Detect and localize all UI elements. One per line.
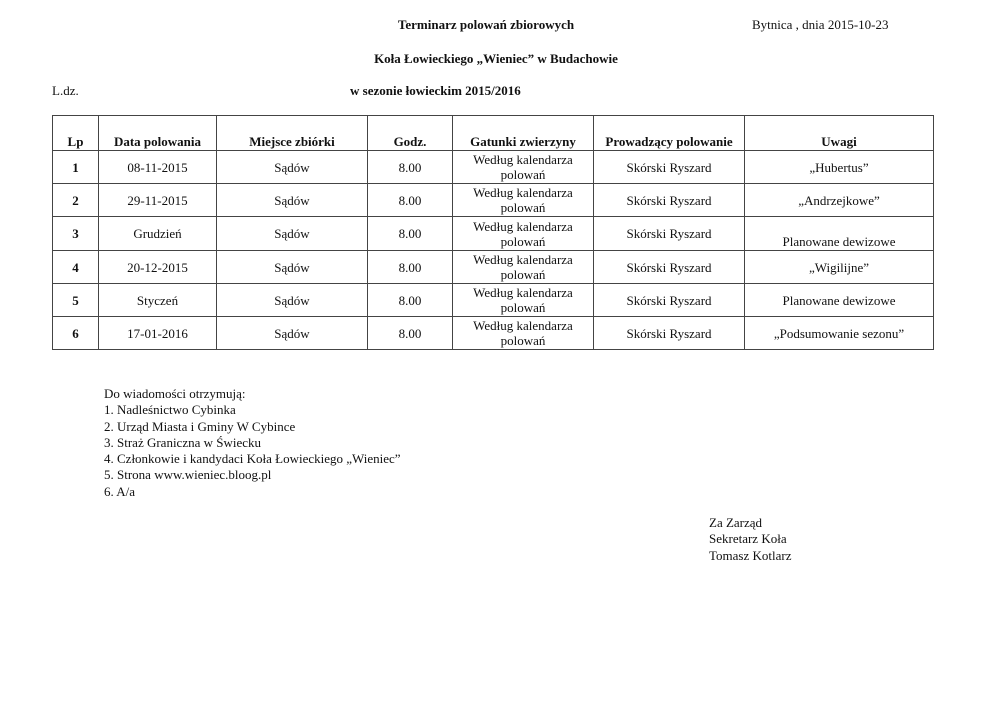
signature-line: Sekretarz Koła [709,531,787,547]
cell-place: Sądów [217,151,368,184]
cell-notes: „Andrzejkowe” [745,184,934,217]
header-place: Miejsce zbiórki [217,116,368,151]
header-lp: Lp [53,116,99,151]
cell-place: Sądów [217,184,368,217]
table-row [53,317,934,350]
cell-lp: 4 [53,251,99,284]
recipient-item: 4. Członkowie i kandydaci Koła Łowieckiego „Wieniec” [104,451,401,467]
cell-hour: 8.00 [368,151,453,184]
cell-notes: „Podsumowanie sezonu” [745,317,934,350]
cell-leader: Skórski Ryszard [594,151,745,184]
cell-date: 08-11-2015 [99,151,217,184]
recipients-list [104,386,401,500]
cell-species: Według kalendarza polowań [453,284,594,317]
cell-species: Według kalendarza polowań [453,184,594,217]
cell-leader: Skórski Ryszard [594,184,745,217]
cell-place: Sądów [217,217,368,251]
cell-date: 20-12-2015 [99,251,217,284]
cell-hour: 8.00 [368,284,453,317]
header-hour: Godz. [368,116,453,151]
cell-date: Grudzień [99,217,217,251]
table-row [53,217,934,251]
signature-block [709,515,791,564]
cell-notes: „Wigilijne” [745,251,934,284]
cell-species: Według kalendarza polowań [453,251,594,284]
cell-hour: 8.00 [368,317,453,350]
header-notes: Uwagi [745,116,934,151]
recipient-item: 3. Straż Graniczna w Świecku [104,434,262,450]
table-row [53,284,934,317]
cell-notes: Planowane dewizowe [745,217,934,251]
header-species: Gatunki zwierzyny [453,116,594,151]
cell-hour: 8.00 [368,184,453,217]
cell-lp: 1 [53,151,99,184]
recipient-item: 1. Nadleśnictwo Cybinka [104,402,236,418]
cell-hour: 8.00 [368,217,453,251]
recipient-item: 2. Urząd Miasta i Gminy W Cybince [104,418,296,434]
recipient-item: 5. Strona www.wieniec.bloog.pl [104,467,272,483]
cell-lp: 6 [53,317,99,350]
place-date: Bytnica , dnia 2015-10-23 [752,17,889,32]
cell-species: Według kalendarza polowań [453,151,594,184]
table-row [53,251,934,284]
cell-species: Według kalendarza polowań [453,317,594,350]
hunt-schedule-table [52,115,934,350]
season-label: w sezonie łowieckim 2015/2016 [350,83,521,98]
cell-date: 29-11-2015 [99,184,217,217]
signature-name: Tomasz Kotlarz [709,547,792,563]
cell-species: Według kalendarza polowań [453,217,594,251]
cell-date: Styczeń [99,284,217,317]
cell-leader: Skórski Ryszard [594,217,745,251]
club-name: Koła Łowieckiego „Wieniec” w Budachowie [374,51,618,66]
cell-lp: 2 [53,184,99,217]
cell-date: 17-01-2016 [99,317,217,350]
table-header-row [53,116,934,151]
cell-leader: Skórski Ryszard [594,251,745,284]
document-title: Terminarz polowań zbiorowych [397,17,575,32]
recipient-item: 6. A/a [104,483,136,499]
cell-leader: Skórski Ryszard [594,317,745,350]
header-date: Data polowania [99,116,217,151]
table-row [53,151,934,184]
ldz-label: L.dz. [52,83,79,98]
cell-leader: Skórski Ryszard [594,284,745,317]
recipients-heading: Do wiadomości otrzymują: [104,386,246,401]
cell-notes: Planowane dewizowe [745,284,934,317]
cell-notes: „Hubertus” [745,151,934,184]
header-leader: Prowadzący polowanie [594,116,745,151]
cell-lp: 3 [53,217,99,251]
cell-place: Sądów [217,251,368,284]
table-row [53,184,934,217]
cell-hour: 8.00 [368,251,453,284]
cell-lp: 5 [53,284,99,317]
signature-line: Za Zarząd [709,515,763,530]
cell-place: Sądów [217,317,368,350]
cell-place: Sądów [217,284,368,317]
